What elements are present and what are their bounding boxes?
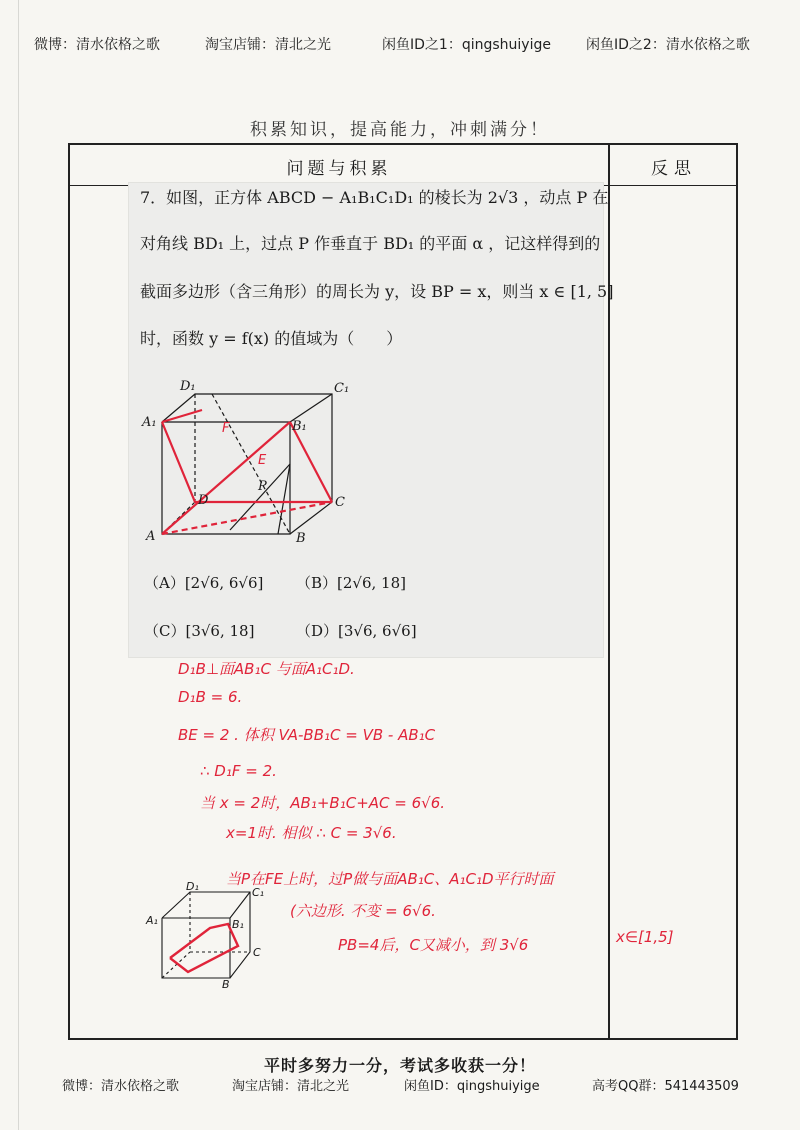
label-D1: D₁: [180, 379, 196, 394]
hw-cube-sketch: [140, 880, 270, 990]
option-D: （D）[3√6, 6√6]: [296, 622, 417, 640]
hw-line-4: ∴ D₁F = 2.: [200, 762, 277, 780]
hw-label-B1: B₁: [232, 918, 244, 931]
option-C: （C）[3√6, 18]: [144, 622, 255, 640]
label-P: P: [258, 479, 267, 494]
hw-side-note: x∈[1,5]: [616, 928, 674, 946]
motto-bottom: 平时多努力一分，考试多收获一分！: [263, 1056, 536, 1075]
label-B: B: [296, 531, 306, 546]
option-B: （B）[2√6, 18]: [296, 574, 406, 592]
hw-line-1: D₁B⊥面AB₁C 与面A₁C₁D.: [178, 660, 355, 678]
footer-taobao: 淘宝店铺：清北之光: [232, 1079, 350, 1094]
column-divider: [608, 145, 610, 1038]
problem-line-2: 对角线 BD₁ 上，过点 P 作垂直于 BD₁ 的平面 α ，记这样得到的: [140, 234, 601, 253]
hw-line-7: 当P在FE上时，过P做与面AB₁C、A₁C₁D平行时面: [226, 870, 554, 888]
hw-label-B: B: [222, 978, 230, 990]
hw-line-2: D₁B = 6.: [178, 688, 243, 706]
label-B1: B₁: [292, 419, 307, 434]
label-C: C: [335, 495, 345, 510]
header-xianyu-1: 闲鱼ID之1：qingshuiyige: [382, 37, 551, 53]
header-weibo: 微博：清水依格之歌: [34, 37, 160, 53]
label-D: D: [198, 493, 209, 508]
motto-top: 积累知识，提高能力，冲刺满分！: [250, 120, 550, 140]
header-xianyu-2: 闲鱼ID之2：清水依格之歌: [586, 37, 750, 53]
hw-label-A1: A₁: [146, 914, 158, 927]
column-header-main: 问题与积累: [286, 159, 392, 179]
cube-figure: [140, 372, 360, 552]
hw-label-C1: C₁: [252, 886, 265, 899]
hw-line-3: BE = 2 . 体积 VA-BB₁C = VB - AB₁C: [178, 726, 436, 744]
column-header-reflection: 反思: [651, 159, 697, 179]
hw-line-8: (六边形. 不变 = 6√6.: [290, 902, 436, 920]
label-F: F: [222, 421, 230, 436]
label-C1: C₁: [334, 381, 350, 396]
problem-clipping: [128, 182, 614, 658]
hw-label-D1: D₁: [186, 880, 199, 893]
label-A1: A₁: [142, 415, 157, 430]
margin-rule: [18, 0, 19, 1130]
header-taobao: 淘宝店铺：清北之光: [205, 37, 331, 53]
problem-line-1: 7．如图，正方体 ABCD − A₁B₁C₁D₁ 的棱长为 2√3 ，动点 P 在: [140, 188, 609, 207]
label-E: E: [258, 453, 267, 468]
hw-line-9: PB=4后，C又减小，到 3√6: [338, 936, 529, 954]
problem-line-4: 时，函数 y = f(x) 的值域为（ ）: [140, 329, 403, 348]
header-bar: [0, 34, 800, 58]
footer-xianyu: 闲鱼ID：qingshuiyige: [404, 1079, 540, 1094]
hw-line-6: x=1时. 相似 ∴ C = 3√6.: [226, 824, 397, 842]
problem-line-3: 截面多边形（含三角形）的周长为 y，设 BP = x，则当 x ∈ [1, 5]: [140, 282, 614, 301]
footer-weibo: 微博：清水依格之歌: [62, 1079, 180, 1094]
option-A: （A）[2√6, 6√6]: [144, 574, 264, 592]
footer-qq: 高考QQ群：541443509: [592, 1079, 739, 1094]
hw-line-5: 当 x = 2时，AB₁+B₁C+AC = 6√6.: [200, 794, 446, 812]
hw-label-C: C: [253, 946, 261, 959]
label-A: A: [146, 529, 156, 544]
